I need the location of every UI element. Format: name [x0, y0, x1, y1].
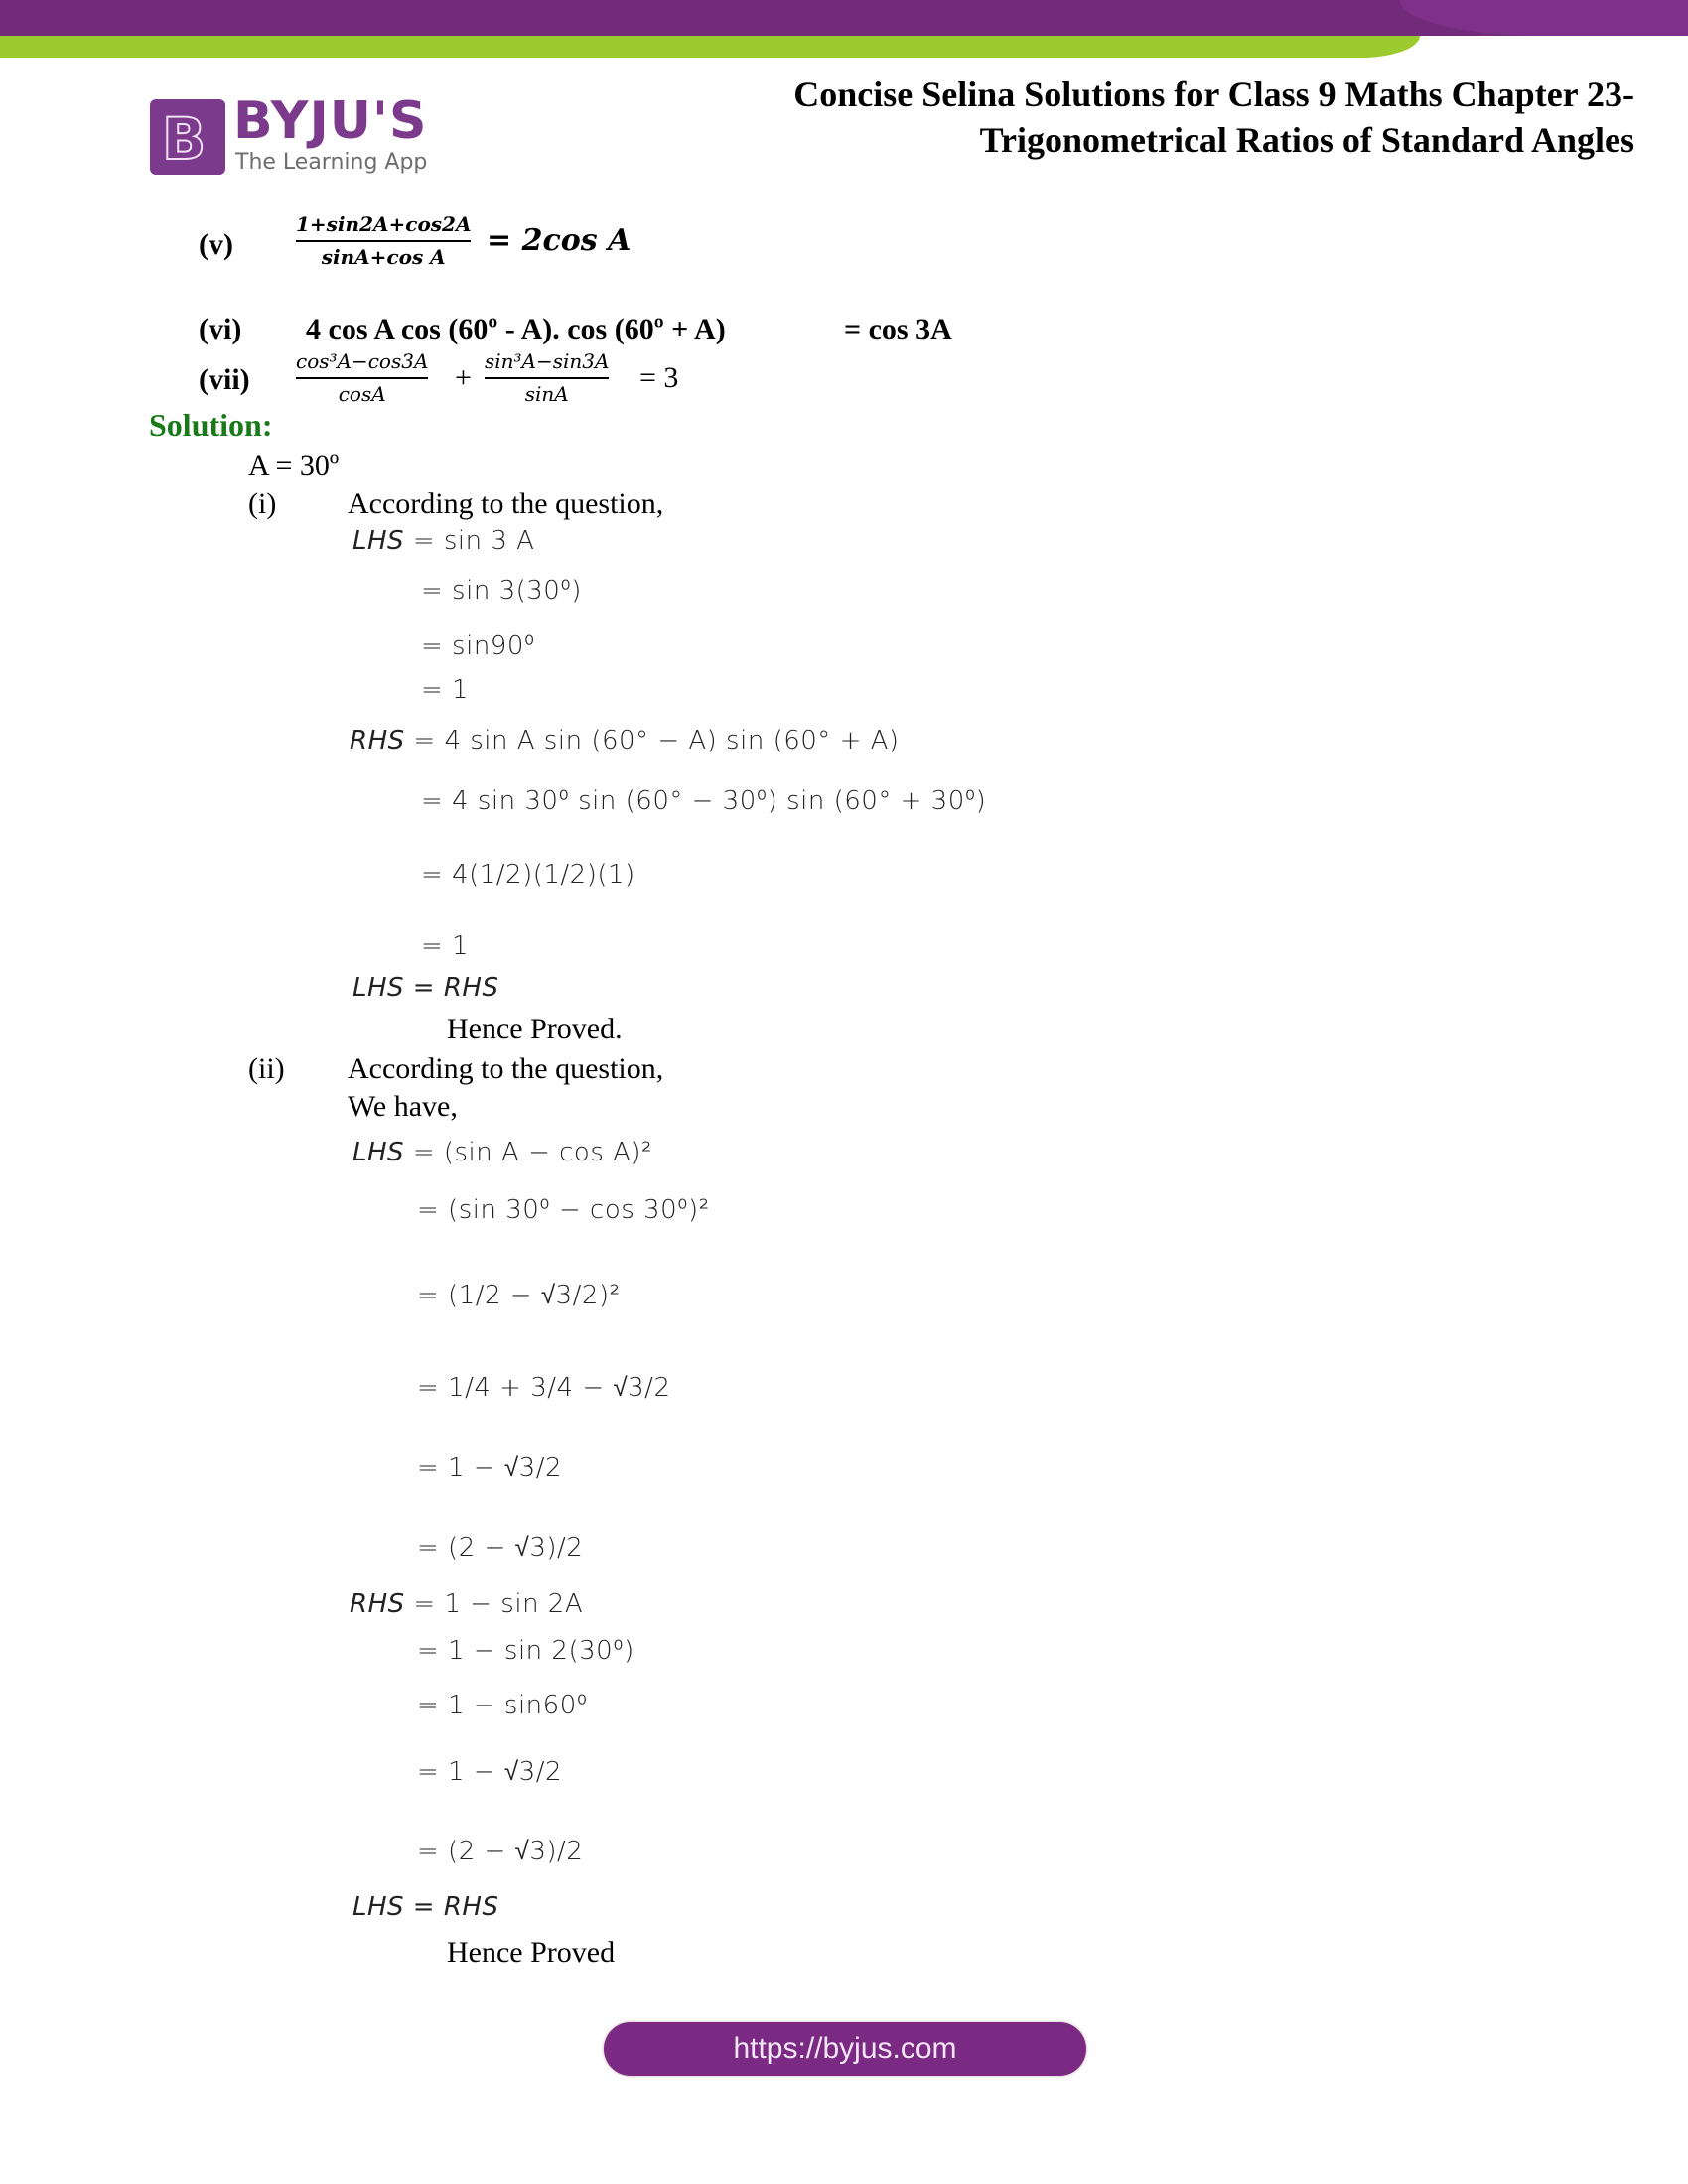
hence-proved: Hence Proved	[447, 1936, 616, 1969]
numerator: sin³A−sin3A	[485, 349, 610, 373]
math-step: = (1/2 − √3/2)²	[417, 1281, 621, 1310]
brand-tagline: The Learning App	[235, 150, 428, 175]
question-v-fraction	[296, 212, 471, 270]
lhs-label: LHS	[352, 1138, 405, 1167]
conclusion: LHS = RHS	[352, 1892, 499, 1922]
document-title	[793, 71, 1634, 163]
lhs-line	[352, 1140, 652, 1165]
question-number: (vii)	[199, 363, 250, 396]
math-step: = (2 − √3)/2	[417, 1533, 584, 1563]
given-value: A = 30º	[248, 449, 340, 481]
question-v-rhs: = 2cos A	[487, 223, 632, 258]
fraction-bar	[296, 377, 428, 379]
question-number: (v)	[199, 228, 233, 261]
math-step: = 4 sin 30⁰ sin (60° − 30⁰) sin (60° + 30⁰)	[421, 786, 987, 816]
question-vii-fraction-2	[485, 349, 609, 407]
rhs-label: RHS	[350, 1589, 405, 1619]
title-line-1: Concise Selina Solutions for Class 9 Maths Chapter 23-	[793, 74, 1634, 114]
lhs-label: LHS	[352, 526, 405, 556]
numerator: 1+sin2A+cos2A	[296, 212, 472, 236]
denominator: sinA+cos A	[321, 245, 446, 269]
denominator: sinA	[524, 382, 569, 406]
math-step: = 1	[421, 931, 470, 961]
plus-sign: +	[455, 361, 472, 394]
fraction-bar	[296, 240, 471, 242]
footer-link-button[interactable]	[604, 2022, 1086, 2076]
math-step: = 4(1/2)(1/2)(1)	[421, 860, 635, 889]
math-step: = sin 3 A	[412, 526, 535, 556]
logo-mark: B	[162, 105, 207, 173]
part-intro: According to the question,	[348, 487, 664, 520]
byjus-logo-icon	[150, 99, 225, 175]
hence-proved: Hence Proved.	[447, 1013, 623, 1045]
header-band-gap	[1420, 36, 1688, 58]
math-step: = 1 − sin60⁰	[417, 1691, 588, 1720]
part-number: (ii)	[248, 1052, 285, 1085]
brand-name: BYJU'S	[233, 91, 428, 151]
part-intro: According to the question,	[348, 1052, 664, 1085]
solution-heading: Solution:	[149, 407, 273, 443]
math-step: = (2 − √3)/2	[417, 1837, 584, 1866]
question-vii-fraction-1	[296, 349, 428, 407]
rhs-label: RHS	[350, 726, 405, 755]
denominator: cosA	[338, 382, 386, 406]
math-step: = 1/4 + 3/4 − √3/2	[417, 1373, 671, 1403]
math-step: = 1 − sin 2(30⁰)	[417, 1636, 634, 1666]
part-intro-2: We have,	[348, 1090, 458, 1123]
math-step: = 1 − √3/2	[417, 1453, 563, 1483]
part-number: (i)	[248, 487, 277, 520]
rhs-line	[350, 728, 900, 753]
header-band-green	[0, 36, 1420, 58]
math-step: = 1	[421, 675, 470, 705]
conclusion: LHS = RHS	[352, 973, 499, 1003]
math-step: = (sin 30⁰ − cos 30⁰)²	[417, 1195, 710, 1225]
title-line-2: Trigonometrical Ratios of Standard Angles	[979, 120, 1634, 160]
question-vi-rhs: = cos 3A	[844, 313, 952, 345]
math-step: = 4 sin A sin (60° − A) sin (60° + A)	[413, 726, 900, 755]
fraction-bar	[485, 377, 609, 379]
footer-link[interactable]: https://byjus.com	[733, 2032, 957, 2065]
numerator: cos³A−cos3A	[296, 349, 429, 373]
question-number: (vi)	[199, 313, 242, 345]
math-step: = 1 − √3/2	[417, 1757, 563, 1787]
math-step: = sin 3(30⁰)	[421, 576, 582, 606]
rhs-line	[350, 1591, 583, 1617]
question-vi-expression: 4 cos A cos (60º - A). cos (60º + A)	[306, 313, 726, 345]
math-step: = (sin A − cos A)²	[412, 1138, 652, 1167]
math-step: = 1 − sin 2A	[413, 1589, 584, 1619]
question-vii-rhs: = 3	[639, 361, 679, 394]
lhs-line	[352, 528, 534, 554]
math-step: = sin90⁰	[421, 631, 535, 661]
